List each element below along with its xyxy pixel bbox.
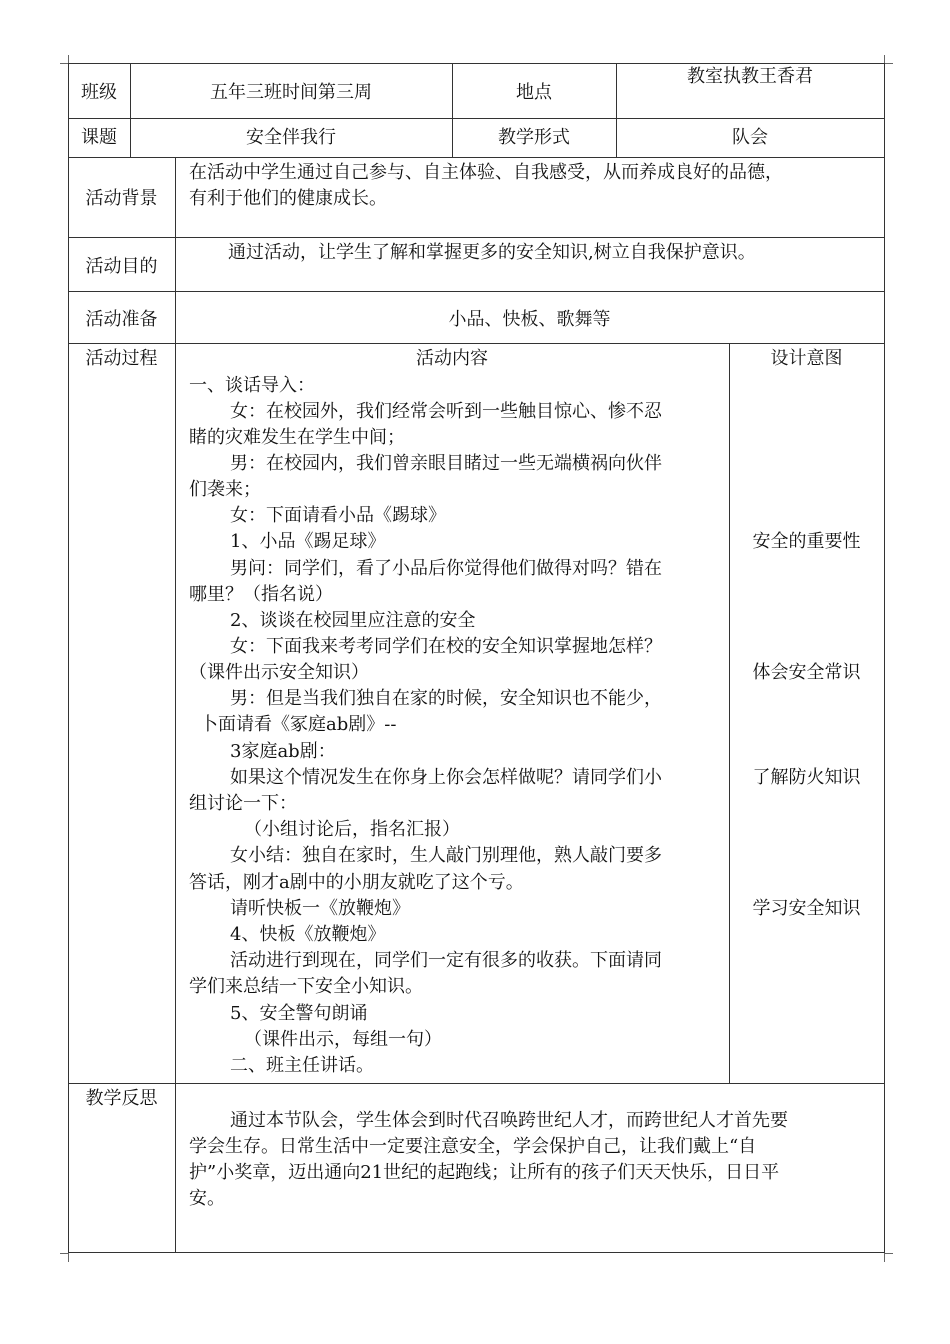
class-value: 五年三班时间第三周 [210,82,372,103]
grid-line [68,291,885,292]
purpose-text: 通过活动，让学生了解和掌握更多的安全知识,树立自我保护意识。 [228,242,756,263]
process-line: 哪里？（指名说） [189,584,333,605]
grid-line [68,1252,885,1253]
topic-value: 安全伴我行 [246,127,336,148]
process-line: 女：在校园外，我们经常会听到一些触目惊心、惨不忍 [230,401,662,422]
content-header: 活动内容 [416,348,488,369]
process-line: 答话，刚才a剧中的小朋友就吃了这个亏。 [189,872,524,893]
intent-item: 安全的重要性 [752,531,861,552]
process-line: 睹的灾难发生在学生中间； [189,427,405,448]
process-line: 男：在校园内，我们曾亲眼目睹过一些无端横祸向伙伴 [230,453,662,474]
background-label: 活动背景 [85,188,158,209]
process-line: 4、快板《放鞭炮》 [230,924,386,945]
process-line: 男：但是当我们独自在家的时候，安全知识也不能少， [230,688,662,709]
crop-mark-bottom-right [884,1253,893,1262]
reflection-line: 学会生存。日常生活中一定要注意安全，学会保护自己，让我们戴上“自 [189,1136,757,1157]
grid-line [68,63,69,1253]
form-value: 队会 [732,127,768,148]
process-line: 组讨论一下： [189,793,297,814]
process-label: 活动过程 [85,348,158,369]
process-line: 3家庭ab剧： [230,741,336,762]
intent-item: 学习安全知识 [752,898,861,919]
grid-line [68,1083,885,1084]
preparation-label: 活动准备 [85,309,158,330]
grid-line [68,118,885,119]
grid-line [68,237,885,238]
topic-label: 课题 [81,127,117,148]
form-label: 教学形式 [498,127,570,148]
process-line: 们袭来； [189,479,261,500]
reflection-line: 安。 [189,1188,225,1209]
purpose-label: 活动目的 [85,256,158,277]
process-line: 二、班主任讲话。 [230,1055,374,1076]
class-label: 班级 [81,82,117,103]
process-line: 如果这个情况发生在你身上你会怎样做呢？请同学们小 [230,767,662,788]
process-line: （课件出示安全知识） [189,662,369,683]
process-line: 女：下面我来考考同学们在校的安全知识掌握地怎样？ [230,636,662,657]
background-text: 在活动中学生通过自己参与、自主体验、自我感受，从而养成良好的品德， [189,162,783,183]
process-line: 5、安全警句朗诵 [230,1003,368,1024]
process-line: 2、谈谈在校园里应注意的安全 [230,610,476,631]
crop-mark-top-right [884,55,893,64]
process-line: （小组讨论后，指名汇报） [244,819,460,840]
process-line: 卜面请看《冢庭ab剧》-- [200,714,397,735]
process-line: 1、小品《踢足球》 [230,531,386,552]
grid-line [729,343,730,1084]
grid-line [884,63,885,1253]
process-line: 请听快板一《放鞭炮》 [230,898,410,919]
grid-line [68,157,885,158]
background-text: 有利于他们的健康成长。 [189,188,387,209]
reflection-line: 通过本节队会，学生体会到时代召唤跨世纪人才，而跨世纪人才首先要 [230,1110,788,1131]
reflection-label: 教学反思 [85,1088,158,1109]
place-value: 教室执教王香君 [687,66,813,87]
process-line: 学们来总结一下安全小知识。 [189,976,423,997]
process-line: 一、谈话导入： [189,375,315,396]
process-line: 活动进行到现在，同学们一定有很多的收获。下面请同 [230,950,662,971]
process-line: 女小结：独自在家时，生人敲门别理他，熟人敲门要多 [230,845,662,866]
grid-line [68,343,885,344]
place-label: 地点 [516,82,552,103]
intent-item: 了解防火知识 [752,767,861,788]
intent-item: 体会安全常识 [752,662,861,683]
intent-header: 设计意图 [770,348,843,369]
crop-mark-bottom-left [60,1253,69,1262]
process-line: 男问：同学们，看了小品后你觉得他们做得对吗？错在 [230,558,662,579]
process-line: （课件出示，每组一句） [244,1029,442,1050]
reflection-line: 护”小奖章，迈出通向21世纪的起跑线；让所有的孩子们天天快乐，日日平 [189,1162,780,1183]
process-line: 女：下面请看小品《踢球》 [230,505,446,526]
preparation-text: 小品、快板、歌舞等 [448,309,611,330]
